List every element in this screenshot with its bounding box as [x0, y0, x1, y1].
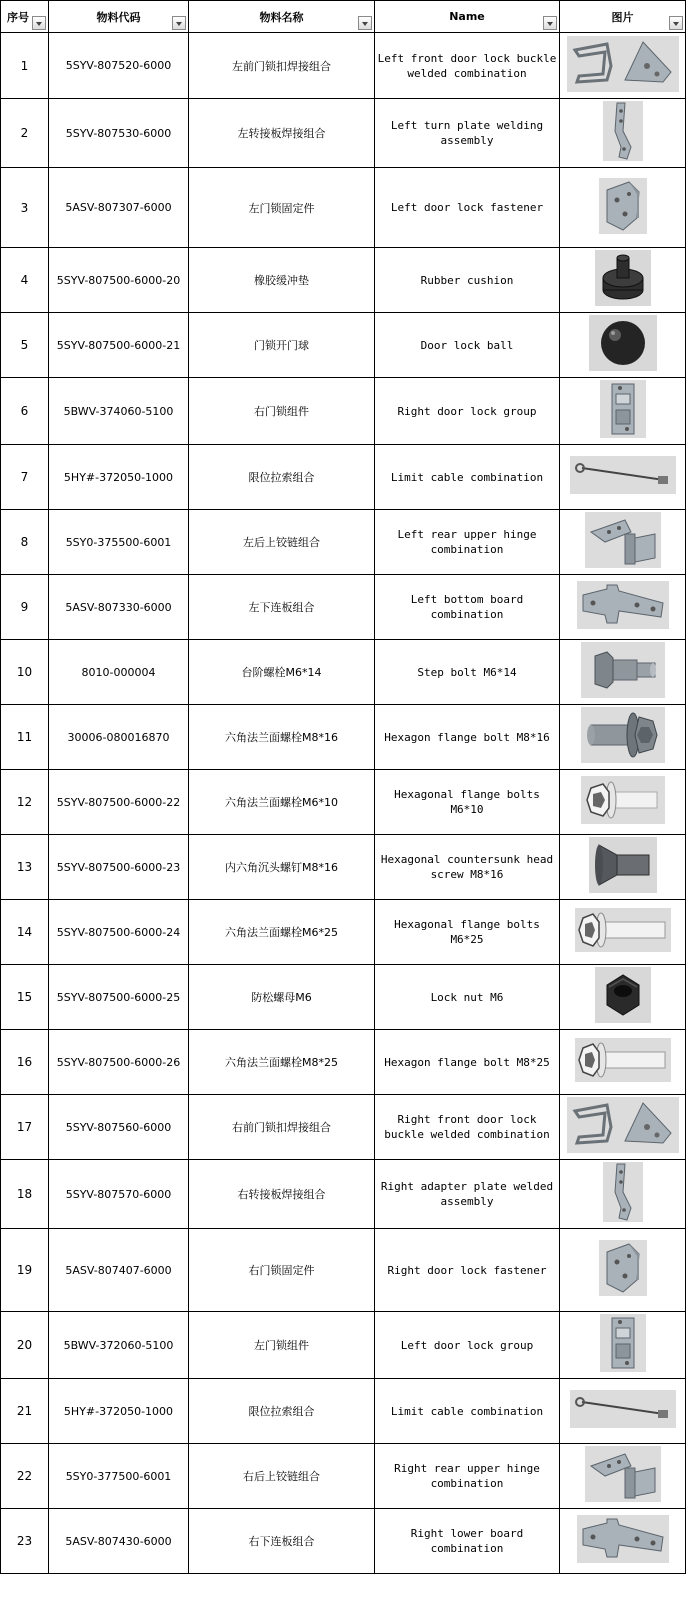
table-row	[1, 640, 686, 705]
material-name-en: Limit cable combination	[375, 1379, 560, 1444]
material-name-cn: 右前门锁扣焊接组合	[189, 1095, 375, 1160]
row-index: 5	[1, 313, 49, 378]
part-image-lock-nut	[562, 967, 683, 1027]
header-label: Name	[449, 10, 485, 23]
table-row	[1, 510, 686, 575]
table-row	[1, 1030, 686, 1095]
column-header-code	[49, 1, 189, 33]
table-row	[1, 168, 686, 248]
material-code: 30006-080016870	[49, 705, 189, 770]
material-name-cn: 台阶螺栓M6*14	[189, 640, 375, 705]
row-index: 22	[1, 1444, 49, 1509]
part-image-cell	[560, 248, 686, 313]
part-image-cell	[560, 1160, 686, 1229]
material-name-en: Hexagonal flange bolts M6*25	[375, 900, 560, 965]
material-name-cn: 左下连板组合	[189, 575, 375, 640]
header-row	[1, 1, 686, 33]
material-code: 5SYV-807570-6000	[49, 1160, 189, 1229]
material-name-en: Hexagonal flange bolts M6*10	[375, 770, 560, 835]
part-image-flange-bolt-white	[562, 776, 683, 828]
material-name-en: Left rear upper hinge combination	[375, 510, 560, 575]
part-image-cell	[560, 770, 686, 835]
header-label: 序号	[7, 11, 29, 24]
row-index: 13	[1, 835, 49, 900]
part-image-rubber-cushion	[562, 250, 683, 310]
part-image-hinge	[562, 1446, 683, 1506]
table-row	[1, 1095, 686, 1160]
part-image-cell	[560, 575, 686, 640]
part-image-cell	[560, 1379, 686, 1444]
part-image-cell	[560, 99, 686, 168]
row-index: 12	[1, 770, 49, 835]
part-image-flange-bolt-long	[562, 1038, 683, 1086]
material-code: 5HY#-372050-1000	[49, 445, 189, 510]
table-row	[1, 313, 686, 378]
part-image-lock-buckle-pair	[562, 1097, 683, 1157]
row-index: 20	[1, 1312, 49, 1379]
material-name-cn: 六角法兰面螺栓M8*25	[189, 1030, 375, 1095]
part-image-countersunk-screw	[562, 837, 683, 897]
material-name-en: Rubber cushion	[375, 248, 560, 313]
part-image-cell	[560, 168, 686, 248]
table-row	[1, 1229, 686, 1312]
part-image-cell	[560, 1444, 686, 1509]
material-code: 5ASV-807430-6000	[49, 1509, 189, 1574]
row-index: 11	[1, 705, 49, 770]
part-image-lock-group	[562, 1314, 683, 1376]
material-name-en: Left door lock fastener	[375, 168, 560, 248]
material-name-en: Right door lock group	[375, 378, 560, 445]
part-image-step-bolt	[562, 642, 683, 702]
part-image-lock-fastener	[562, 1240, 683, 1300]
row-index: 3	[1, 168, 49, 248]
part-image-cell	[560, 705, 686, 770]
material-name-cn: 右转接板焊接组合	[189, 1160, 375, 1229]
material-name-cn: 右门锁固定件	[189, 1229, 375, 1312]
material-name-en: Left front door lock buckle welded combination	[375, 33, 560, 99]
column-header-name-en	[375, 1, 560, 33]
row-index: 19	[1, 1229, 49, 1312]
material-name-cn: 六角法兰面螺栓M6*10	[189, 770, 375, 835]
material-code: 5ASV-807407-6000	[49, 1229, 189, 1312]
table-row	[1, 1444, 686, 1509]
table-row	[1, 900, 686, 965]
filter-dropdown-icon[interactable]	[669, 16, 683, 30]
row-index: 21	[1, 1379, 49, 1444]
row-index: 10	[1, 640, 49, 705]
material-code: 5SYV-807530-6000	[49, 99, 189, 168]
material-code: 5SYV-807520-6000	[49, 33, 189, 99]
material-name-cn: 内六角沉头螺钉M8*16	[189, 835, 375, 900]
material-name-cn: 六角法兰面螺栓M6*25	[189, 900, 375, 965]
filter-dropdown-icon[interactable]	[172, 16, 186, 30]
part-image-cell	[560, 445, 686, 510]
material-name-cn: 左门锁固定件	[189, 168, 375, 248]
part-image-cell	[560, 378, 686, 445]
material-code: 5SYV-807500-6000-21	[49, 313, 189, 378]
material-name-cn: 限位拉索组合	[189, 1379, 375, 1444]
material-code: 5SYV-807500-6000-23	[49, 835, 189, 900]
part-image-limit-cable	[562, 1390, 683, 1432]
part-image-link-board	[562, 1515, 683, 1567]
part-image-link-board	[562, 581, 683, 633]
table-row	[1, 1509, 686, 1574]
table-row	[1, 33, 686, 99]
material-code: 8010-000004	[49, 640, 189, 705]
part-image-cell	[560, 900, 686, 965]
material-name-en: Left door lock group	[375, 1312, 560, 1379]
header-label: 图片	[611, 10, 634, 24]
material-name-cn: 左前门锁扣焊接组合	[189, 33, 375, 99]
filter-dropdown-icon[interactable]	[32, 16, 46, 30]
material-name-cn: 右后上铰链组合	[189, 1444, 375, 1509]
material-name-cn: 六角法兰面螺栓M8*16	[189, 705, 375, 770]
part-image-flange-bolt-short	[562, 707, 683, 767]
part-image-cell	[560, 1095, 686, 1160]
row-index: 17	[1, 1095, 49, 1160]
table-row	[1, 1160, 686, 1229]
material-code: 5SYV-807500-6000-20	[49, 248, 189, 313]
material-name-en: Left turn plate welding assembly	[375, 99, 560, 168]
material-name-en: Left bottom board combination	[375, 575, 560, 640]
part-image-cell	[560, 1509, 686, 1574]
header-label: 物料代码	[96, 10, 141, 24]
row-index: 16	[1, 1030, 49, 1095]
part-image-lock-group	[562, 380, 683, 442]
column-header-image	[560, 1, 686, 33]
row-index: 1	[1, 33, 49, 99]
column-header-index	[1, 1, 49, 33]
part-image-cell	[560, 510, 686, 575]
material-name-en: Right front door lock buckle welded combination	[375, 1095, 560, 1160]
part-image-cell	[560, 640, 686, 705]
material-name-cn: 左门锁组件	[189, 1312, 375, 1379]
part-image-hinge	[562, 512, 683, 572]
part-image-cell	[560, 33, 686, 99]
part-image-cell	[560, 1030, 686, 1095]
table-row	[1, 99, 686, 168]
part-image-lock-buckle-pair	[562, 36, 683, 96]
table-row	[1, 378, 686, 445]
table-row	[1, 1379, 686, 1444]
filter-dropdown-icon[interactable]	[543, 16, 557, 30]
table-row	[1, 965, 686, 1030]
row-index: 18	[1, 1160, 49, 1229]
material-code: 5ASV-807330-6000	[49, 575, 189, 640]
material-code: 5HY#-372050-1000	[49, 1379, 189, 1444]
row-index: 23	[1, 1509, 49, 1574]
material-name-en: Door lock ball	[375, 313, 560, 378]
material-name-en: Right lower board combination	[375, 1509, 560, 1574]
material-code: 5SYV-807500-6000-22	[49, 770, 189, 835]
table-row	[1, 248, 686, 313]
material-name-cn: 左转接板焊接组合	[189, 99, 375, 168]
part-image-adapter-plate	[562, 101, 683, 165]
material-name-cn: 门锁开门球	[189, 313, 375, 378]
material-name-en: Right door lock fastener	[375, 1229, 560, 1312]
part-image-adapter-plate	[562, 1162, 683, 1226]
material-code: 5SYV-807500-6000-26	[49, 1030, 189, 1095]
part-image-lock-fastener	[562, 178, 683, 238]
material-code: 5SYV-807560-6000	[49, 1095, 189, 1160]
material-code: 5SY0-377500-6001	[49, 1444, 189, 1509]
part-image-limit-cable	[562, 456, 683, 498]
part-image-cell	[560, 1229, 686, 1312]
material-code: 5SYV-807500-6000-24	[49, 900, 189, 965]
material-name-cn: 橡胶缓冲垫	[189, 248, 375, 313]
material-code: 5BWV-374060-5100	[49, 378, 189, 445]
part-image-cell	[560, 835, 686, 900]
row-index: 15	[1, 965, 49, 1030]
row-index: 8	[1, 510, 49, 575]
material-name-en: Hexagon flange bolt M8*25	[375, 1030, 560, 1095]
table-row	[1, 1312, 686, 1379]
material-name-en: Right adapter plate welded assembly	[375, 1160, 560, 1229]
header-label: 物料名称	[259, 10, 304, 24]
table-row	[1, 705, 686, 770]
filter-dropdown-icon[interactable]	[358, 16, 372, 30]
row-index: 9	[1, 575, 49, 640]
column-header-name-cn	[189, 1, 375, 33]
material-name-cn: 右门锁组件	[189, 378, 375, 445]
part-image-flange-bolt-long	[562, 908, 683, 956]
material-name-en: Limit cable combination	[375, 445, 560, 510]
material-name-cn: 防松螺母M6	[189, 965, 375, 1030]
material-name-en: Step bolt M6*14	[375, 640, 560, 705]
row-index: 6	[1, 378, 49, 445]
row-index: 2	[1, 99, 49, 168]
table-row	[1, 445, 686, 510]
material-code: 5SY0-375500-6001	[49, 510, 189, 575]
material-name-cn: 限位拉索组合	[189, 445, 375, 510]
table-row	[1, 770, 686, 835]
material-name-cn: 右下连板组合	[189, 1509, 375, 1574]
table-row	[1, 575, 686, 640]
material-name-en: Hexagon flange bolt M8*16	[375, 705, 560, 770]
part-image-cell	[560, 965, 686, 1030]
material-name-en: Hexagonal countersunk head screw M8*16	[375, 835, 560, 900]
material-name-cn: 左后上铰链组合	[189, 510, 375, 575]
material-name-en: Right rear upper hinge combination	[375, 1444, 560, 1509]
row-index: 4	[1, 248, 49, 313]
part-image-cell	[560, 1312, 686, 1379]
row-index: 14	[1, 900, 49, 965]
table-row	[1, 835, 686, 900]
material-code: 5BWV-372060-5100	[49, 1312, 189, 1379]
part-image-cell	[560, 313, 686, 378]
part-image-lock-ball	[562, 315, 683, 375]
row-index: 7	[1, 445, 49, 510]
material-code: 5ASV-807307-6000	[49, 168, 189, 248]
material-name-en: Lock nut M6	[375, 965, 560, 1030]
material-code: 5SYV-807500-6000-25	[49, 965, 189, 1030]
